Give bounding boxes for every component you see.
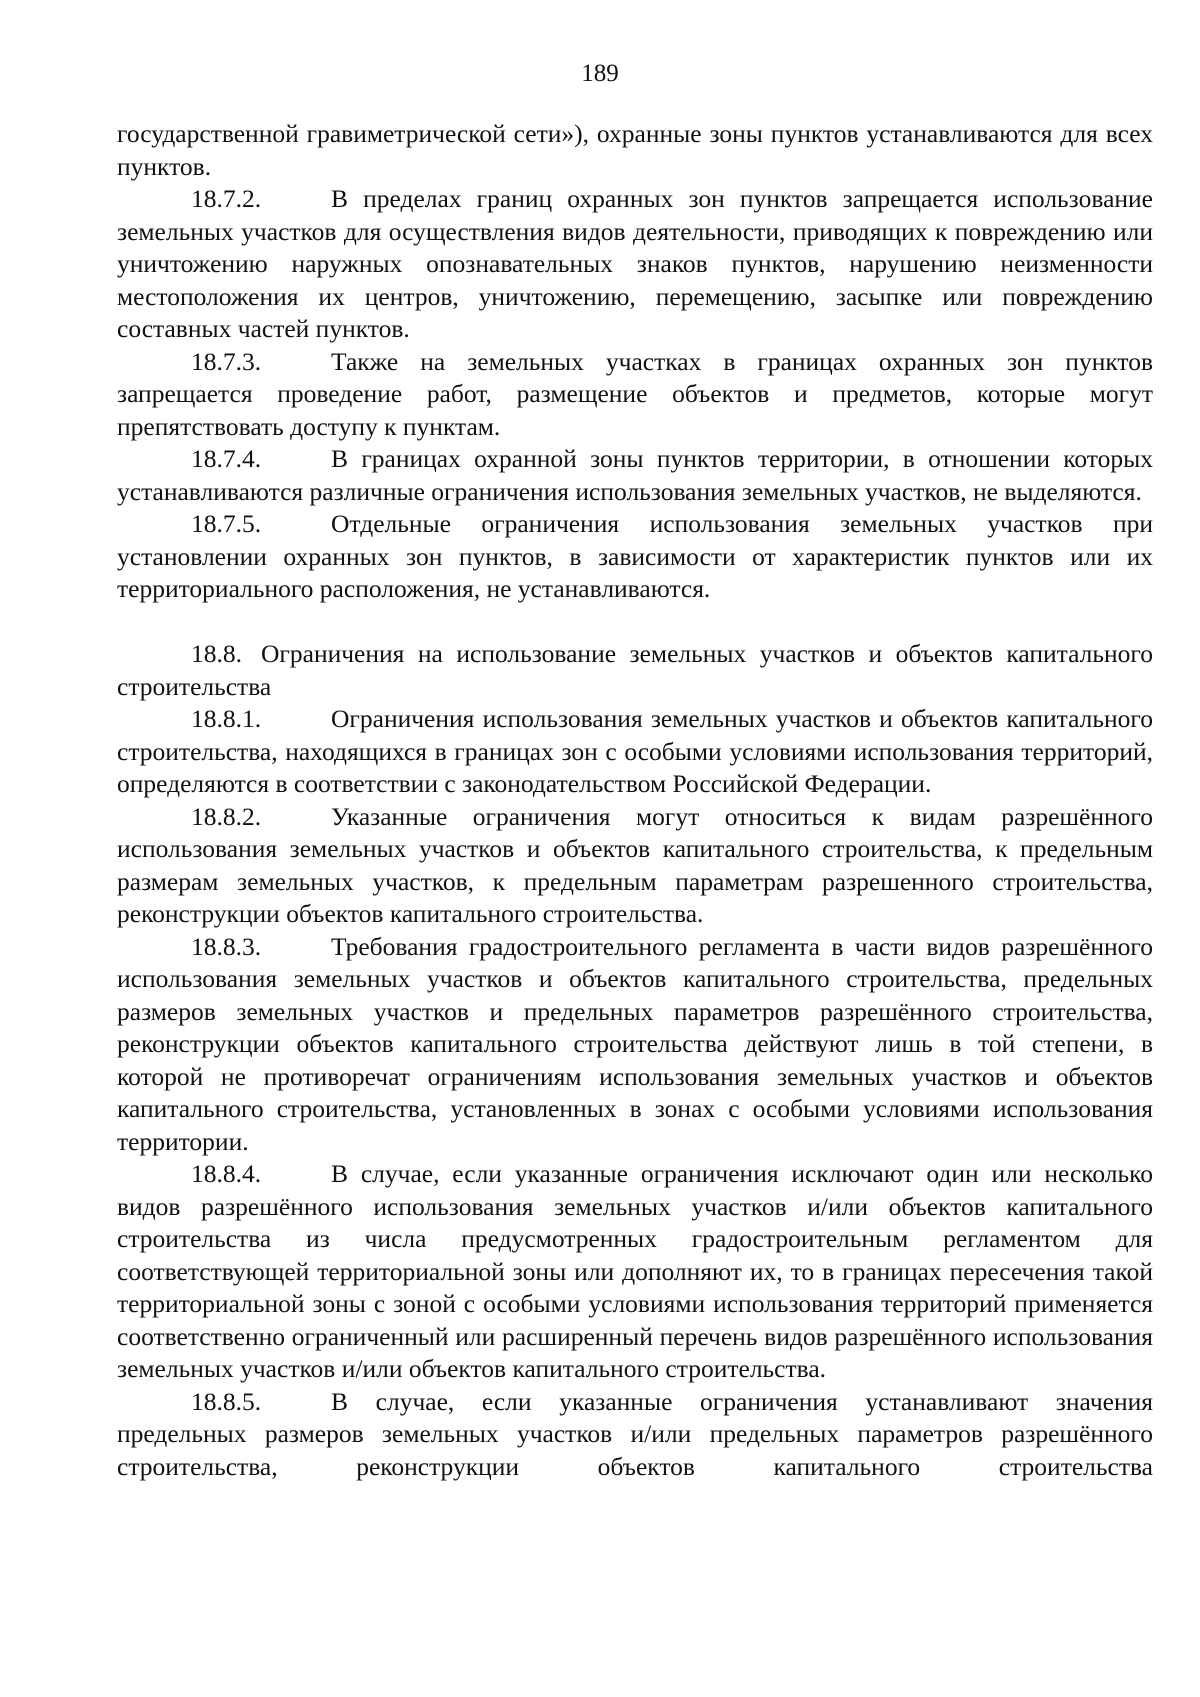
paragraph-number: 18.8.3. (191, 931, 262, 961)
section-gap (117, 606, 1153, 639)
paragraph-number: 18.7.5. (191, 509, 262, 538)
paragraph-18-8-4 (117, 1158, 1153, 1386)
paragraph-text: Требования градостроительного регламента в части видов разрешённого использования земельных участков и объектов капитального строительства, предельных размеров земельных участков и предельных параметров разрешённого строительства, реконструкции объектов капитального строительства действуют лишь в той степени, в которой не противоречат ограничениям использования земельных участков и объектов капитального строительства, установленных в зонах с особыми условиями использования территории. (117, 931, 1153, 1156)
paragraph-18-8-1 (117, 703, 1153, 801)
paragraph-text: В пределах границ охранных зон пунктов запрещается использование земельных участков для осуществления видов деятельности, приводящих к повреждению или уничтожению наружных опознавательных знаков пунктов, нарушению неизменности местоположения их центров, уничтожению, перемещению, засыпке или повреждению составных частей пунктов. (117, 184, 1153, 343)
paragraph-text: В случае, если указанные ограничения устанавливают значения предельных размеров земельных участков и/или предельных параметров разрешённого строительства, реконструкции объектов капитального строительства (117, 1386, 1153, 1481)
paragraph-18-8-5 (117, 1386, 1153, 1484)
section-heading-18-8 (117, 638, 1153, 703)
paragraph-18-8-3 (117, 931, 1153, 1159)
paragraph-18-7-3 (117, 346, 1153, 444)
paragraph-number: 18.8.4. (191, 1159, 262, 1188)
paragraph-text: Ограничения использования земельных участков и объектов капитального строительства, находящихся в границах зон с особыми условиями использования территорий, определяются в соответствии с законодательством Российской Федерации. (117, 704, 1153, 798)
paragraph-number: 18.7.4. (191, 444, 262, 473)
paragraph-number: 18.7.3. (191, 346, 262, 376)
paragraph-text: В случае, если указанные ограничения исключают один или несколько видов разрешённого использования земельных участков и/или объектов капитального строительства из числа предусмотренных градостроительным регламентом для соответствующей территориальной зоны или дополняют их, то в границах пересечения такой территориальной зоны с зоной с особыми условиями использования территорий применяется соответственно ограниченный или расширенный перечень видов разрешённого использования земельных участков и/или объектов капитального строительства. (117, 1159, 1153, 1383)
paragraph-18-7-5 (117, 508, 1153, 606)
paragraph-18-7-4 (117, 443, 1153, 508)
page-number: 189 (581, 60, 619, 87)
section-title: Ограничения на использование земельных участков и объектов капитального строительства (117, 639, 1153, 701)
paragraph-text: государственной гравиметрической сети»), охранные зоны пунктов устанавливаются для всех пунктов. (117, 119, 1153, 181)
paragraph-18-8-2 (117, 801, 1153, 931)
paragraph-18-7-2 (117, 183, 1153, 346)
paragraph-text: В границах охранной зоны пунктов территории, в отношении которых устанавливаются различные ограничения использования земельных участков, не выделяются. (117, 444, 1153, 506)
paragraph-text: Указанные ограничения могут относиться к видам разрешённого использования земельных участков и объектов капитального строительства, к предельным размерам земельных участков, к предельным параметрам разрешенного строительства, реконструкции объектов капитального строительства. (117, 801, 1153, 928)
document-body (117, 118, 1153, 1483)
paragraph-number: 18.8.2. (191, 801, 262, 831)
paragraph-continuation (117, 118, 1153, 183)
paragraph-number: 18.7.2. (191, 184, 262, 213)
paragraph-number: 18.8.5. (191, 1386, 262, 1416)
section-number: 18.8. (191, 639, 242, 668)
paragraph-text: Также на земельных участках в границах охранных зон пунктов запрещается проведение работ, размещение объектов и предметов, которые могут препятствовать доступу к пунктам. (117, 346, 1153, 441)
paragraph-text: Отдельные ограничения использования земельных участков при установлении охранных зон пунктов, в зависимости от характеристик пунктов или их территориального расположения, не устанавливаются. (117, 509, 1153, 603)
paragraph-number: 18.8.1. (191, 704, 262, 733)
